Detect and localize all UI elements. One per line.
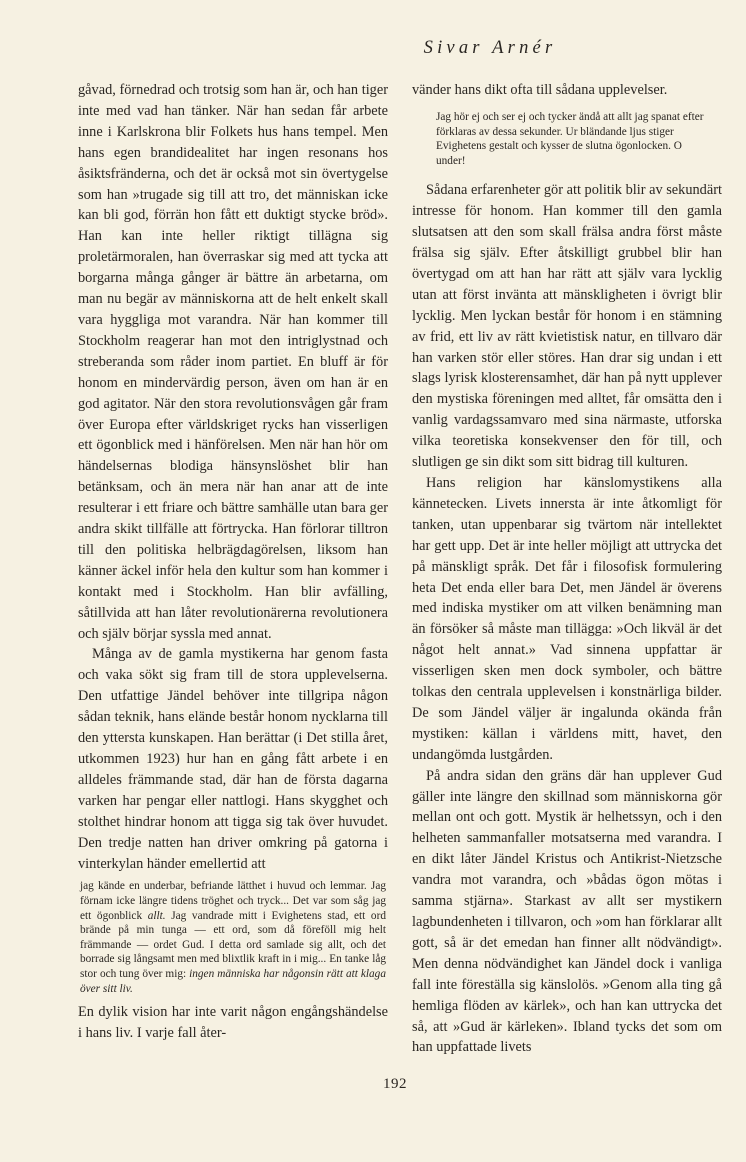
block-quote <box>78 879 388 996</box>
paragraph: Hans religion har känslomystikens alla kännetecken. Livets innersta är inte åtkomligt för tanken, utan uppenbarar sig tvärtom när intellektet har gett upp. Det är inte heller möjligt att uttrycka det på mänskligt språk. Det får i filosofisk formulering heta Det enda eller bara Det, men Jändel är överens med indiska mystiker om att vilken benämning man än försöker så måste man tillägga: »Och likväl är det något helt annat.» Vad sinnena uppfattar är visserligen sken men dock symboler, och bättre tolkas den centrala upplevelsen i konstnärliga bilder. De som Jändel väljer är ingalunda okända från mystiken: källan i världens mitt, havet, den undangömda lustgården. <box>412 474 722 763</box>
quote-emphasis: ingen människa har någonsin rätt att klaga över sitt liv. <box>80 968 386 995</box>
poem-quote: Jag hör ej och ser ej och tycker ändå att allt jag spanat efter förklaras av dessa sekunder. Ur bländande ljus stiger Evighetens gestalt och kysser de slutna ögonlocken. O under! <box>436 110 704 167</box>
left-column <box>78 80 388 1044</box>
page-number: 192 <box>383 1076 407 1092</box>
paragraph: gåvad, förnedrad och trotsig som han är, och han tiger inte med vad han tänker. När han sedan får arbete inne i Karlskrona blir Folkets hus hans tempel. Men hans egen brandidealitet har ingen resonans hos åsiktsfränderna, och det är också mot sin övertygelse som han »trugade sig till att tro, det människan icke kan bli god, förrän hon fått ett duktigt stycke bröd». Han kan inte heller riktigt tillägna sig proletärmoralen, han överraskar sig med att tycka att borgarna många gånger är bättre än arbetarna, om man nu begär av människorna att de helt enkelt skall vara hyggliga mot varandra. När han kommer till Stockholm reagerar han mot den intriglystnad och streberanda som råder inom partiet. En bluff är för honom en mindervärdig person, även om han är en god agitator. När den stora revolutionsvågen går fram över Europa efter världskriget rycks han visserligen ett ögonblick med i hänförelsen. Men när han hör om händelsernas blodiga hänsynslöshet blir han betänksam, och än mera när han anar att de inte resulterar i ett friare och bättre samhälle utan bara ger andra skikt tillfälle att förtrycka. Han förlorar tilltron till den politiska helbrägdagörelsen, liksom han känner äckel inför hela den kultur som han kommer i kontakt med i Stockholm. Han blir avfälling, såtillvida att han låter revolutionärerna revolutionera och själv börjar syssla med annat. <box>78 82 388 642</box>
paragraph: Sådana erfarenheter gör att politik blir av sekundärt intresse för honom. Han kommer till den gamla slutsatsen att den som skall frälsa andra först måste frälsa sig själv. Efter åtskilligt grubbel blir han övertygad om att han har rätt att själv vara lycklig utan att först invänta att mänskligheten i övrigt blir lycklig. Men lyckan består för honom i en stämning av frid, ett liv av rätt kvietistisk natur, en tillvaro där han varken stör eller störes. Han drar sig undan i ett slags lyrisk klosterensamhet, där han på nytt upplever den mystiska föreningen med alltet, får omsätta den i vanlig vardagssamvaro med sina närmaste, utforska vilka teoretiska konsekvenser den för till, och slutligen ge sin dikt som sitt bidrag till kulturen. <box>412 182 722 471</box>
paragraph: En dylik vision har inte varit någon engångshändelse i hans liv. I varje fall åter- <box>78 1004 388 1042</box>
quote-emphasis: allt. <box>147 909 166 922</box>
paragraph: Många av de gamla mystikerna har genom fasta och vaka sökt sig fram till de stora upplevelserna. Den utfattige Jändel behöver inte tillgripa någon sådan teknik, hans elände består honom nycklarna till den yttersta kunskapen. Han berättar (i Det stilla året, utkommen 1923) hur han en gång fått arbete i en alldeles främmande stad, där han de första dagarna varken har pengar eller nattlogi. Hans skygghet och stolthet hindrar honom att tigga sig tak över huvudet. Den tredje natten han driver omkring på gatorna i vinterkylan händer emellertid att <box>78 646 388 872</box>
quote-text: Jag vandrade mitt i Evighetens stad, ett ord brände på min tunga — ett ord, som då föreföll mig helt främmande — ordet Gud. I detta ord samlade sig allt, och det borrade sig långsamt men med blixtlik kraft in i mig... En tanke låg stor och tung över mig: <box>80 909 386 980</box>
paragraph: På andra sidan den gräns där han upplever Gud gäller inte längre den skillnad som människorna gör mellan ont och gott. Mystik är helhetssyn, och i den helheten sammanfaller motsatserna med varandra. I en dikt låter Jändel Kristus och Antikrist-Nietzsche vandra mot varandra, och »bådas ögon mötas i samma stjärna». Starkast av allt ser mystikern lagbundenheten i tillvaron, och »om han förklarar allt gott, så är det emedan han finner allt nödvändigt». Men denna nödvändighet kan Jändel dock i vanliga fall inte föreställa sig känslolös. »Genom alla ting gå hemliga flöden av kärlek», och han kan uttrycka det så, att »Gud är kärleken». Ibland tycks det som om han uppfattade livets <box>412 767 722 1056</box>
running-head: Sivar Arnér <box>423 38 557 58</box>
quote-text: jag kände en underbar, befriande lätthet i huvud och lemmar. Jag förnam icke längre tidens tröghet och tryck... Det var som såg jag ett ögonblick <box>80 880 386 922</box>
right-column <box>412 80 722 1058</box>
paragraph: vänder hans dikt ofta till sådana upplevelser. <box>412 82 668 98</box>
